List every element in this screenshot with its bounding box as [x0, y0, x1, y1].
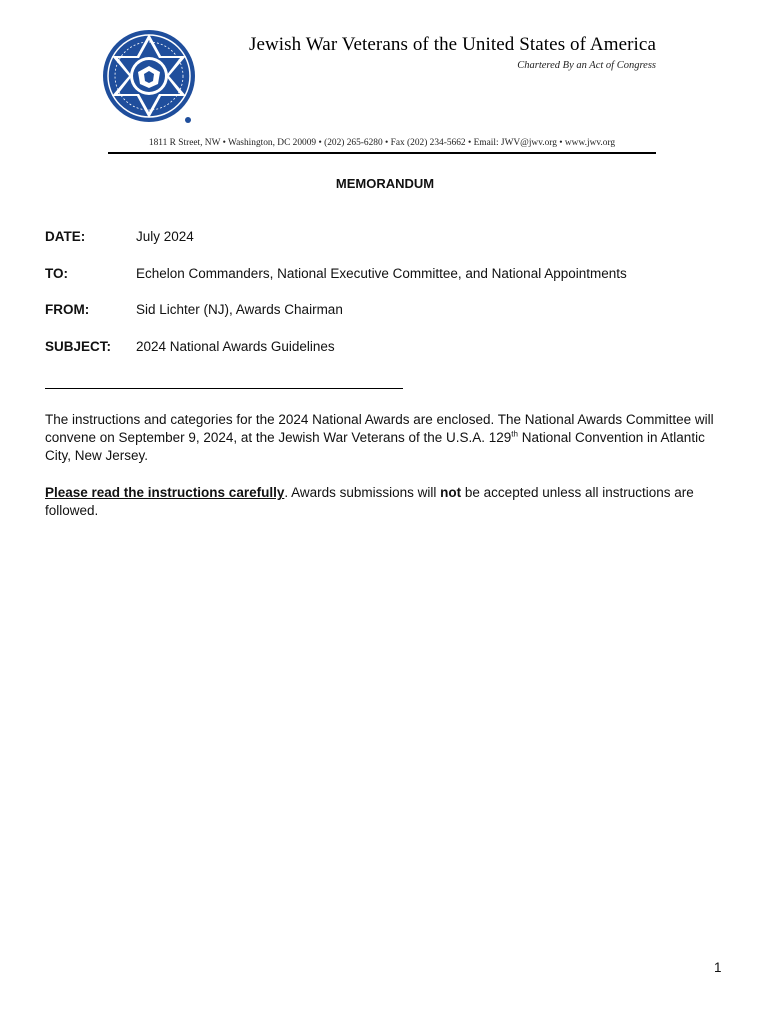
- organization-name: Jewish War Veterans of the United States of America: [248, 34, 656, 55]
- letterhead-address: 1811 R Street, NW • Washington, DC 20009 • (202) 265-6280 • Fax (202) 234-5662 • Email: JWV@jwv.org • www.jwv.org: [148, 138, 616, 148]
- date-value: July 2024: [136, 229, 194, 244]
- subject-value: 2024 National Awards Guidelines: [136, 339, 335, 354]
- from-label: FROM:: [45, 302, 90, 317]
- memo-title: MEMORANDUM: [335, 176, 435, 191]
- organization-subtitle: Chartered By an Act of Congress: [517, 60, 656, 71]
- date-label: DATE:: [45, 229, 86, 244]
- memo-divider: [45, 388, 403, 389]
- intro-paragraph: [45, 411, 725, 465]
- to-value: Echelon Commanders, National Executive Committee, and National Appointments: [136, 266, 627, 281]
- intro-text-b: National Convention in Atlantic City, New Jersey.: [45, 430, 705, 463]
- from-value: Sid Lichter (NJ), Awards Chairman: [136, 302, 343, 317]
- subject-label: SUBJECT:: [45, 339, 112, 354]
- instructions-text-b: be accepted unless all instructions are followed.: [45, 485, 694, 518]
- instructions-not: not: [440, 485, 462, 500]
- instructions-emphasis: Please read the instructions carefully: [45, 485, 285, 500]
- page-number: 1: [714, 960, 722, 975]
- intro-text-a: The instructions and categories for the 2024 National Awards are enclosed. The National Awards Committee will convene on September 9, 2024, at the Jewish War Veterans of the U.S.A. 129: [45, 412, 714, 445]
- ordinal-suffix: th: [511, 429, 518, 439]
- letterhead-divider: [108, 152, 656, 154]
- jwv-seal-logo: [100, 24, 198, 132]
- instructions-paragraph: [45, 484, 725, 520]
- to-label: TO:: [45, 266, 68, 281]
- instructions-text-a: . Awards submissions will: [284, 485, 441, 500]
